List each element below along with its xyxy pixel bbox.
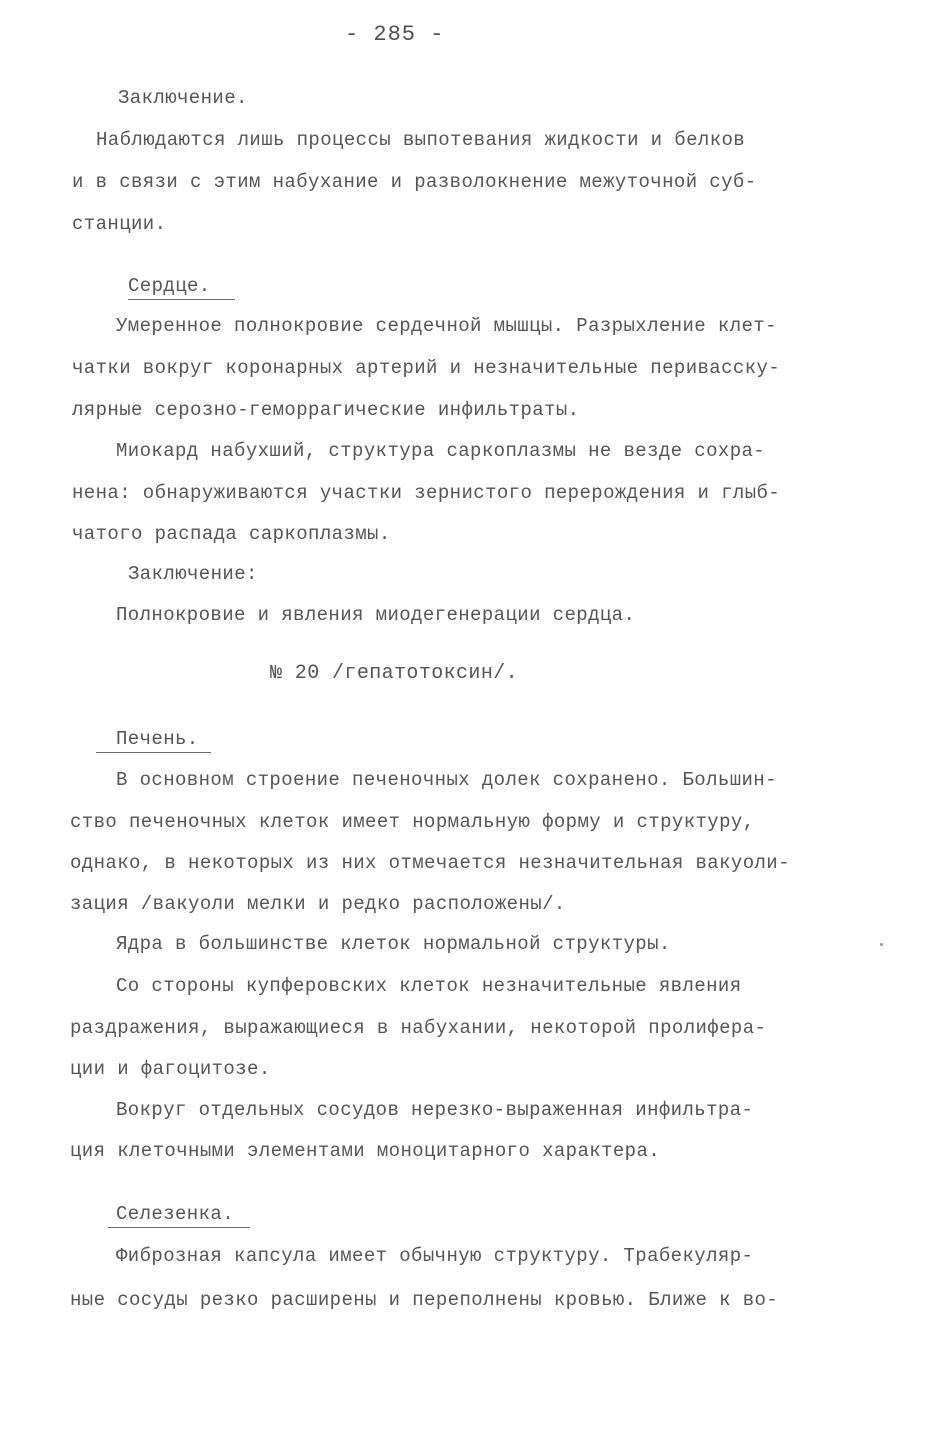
heart-conclusion-text: Полнокровие и явления миодегенерации сердца. <box>116 604 636 626</box>
text-line: чатого распада саркоплазмы. <box>72 523 391 545</box>
scan-speck <box>880 943 883 946</box>
page-number: - 285 - <box>345 22 445 47</box>
case-title: № 20 /гепатотоксин/. <box>270 662 519 685</box>
text-line: Ядра в большинстве клеток нормальной структуры. <box>116 933 671 955</box>
text-line: зация /вакуоли мелки и редко расположены/. <box>70 893 566 915</box>
heart-heading: Сердце. <box>128 274 235 300</box>
text-line: ции и фагоцитозе. <box>70 1058 271 1080</box>
text-line: Вокруг отдельных сосудов нерезко-выраженная инфильтра- <box>116 1099 754 1121</box>
text-line: чатки вокруг коронарных артерий и незначительные перивасску- <box>72 357 781 379</box>
text-line: Миокард набухший, структура саркоплазмы не везде сохра- <box>116 440 766 462</box>
text-line: В основном строение печеночных долек сохранено. Большин- <box>116 769 777 791</box>
text-line: однако, в некоторых из них отмечается незначительная вакуоли- <box>70 852 790 874</box>
conclusion-heading: Заключение. <box>118 87 248 109</box>
spleen-heading: Селезенка. <box>108 1202 250 1228</box>
text-line: Умеренное полнокровие сердечной мышцы. Разрыхление клет- <box>116 315 777 337</box>
text-line: Фиброзная капсула имеет обычную структуру. Трабекуляр- <box>116 1245 754 1267</box>
text-line: лярные серозно-геморрагические инфильтраты. <box>72 399 580 421</box>
liver-heading: Печень. <box>96 727 211 753</box>
text-line: Со стороны купферовских клеток незначительные явления <box>116 975 742 997</box>
text-line: ство печеночных клеток имеет нормальную форму и структуру, <box>70 811 755 833</box>
heart-conclusion-label: Заключение: <box>128 563 258 585</box>
text-line: нена: обнаруживаются участки зернистого перерождения и глыб- <box>72 482 781 504</box>
text-line: станции. <box>72 213 167 235</box>
text-line: ция клеточными элементами моноцитарного характера. <box>70 1140 661 1162</box>
text-line: раздражения, выражающиеся в набухании, некоторой пролифера- <box>70 1017 767 1039</box>
text-line: ные сосуды резко расширены и переполнены кровью. Ближе к во- <box>70 1289 779 1311</box>
text-line: и в связи с этим набухание и разволокнение межуточной суб- <box>72 171 757 193</box>
text-line: Наблюдаются лишь процессы выпотевания жидкости и белков <box>96 129 746 151</box>
